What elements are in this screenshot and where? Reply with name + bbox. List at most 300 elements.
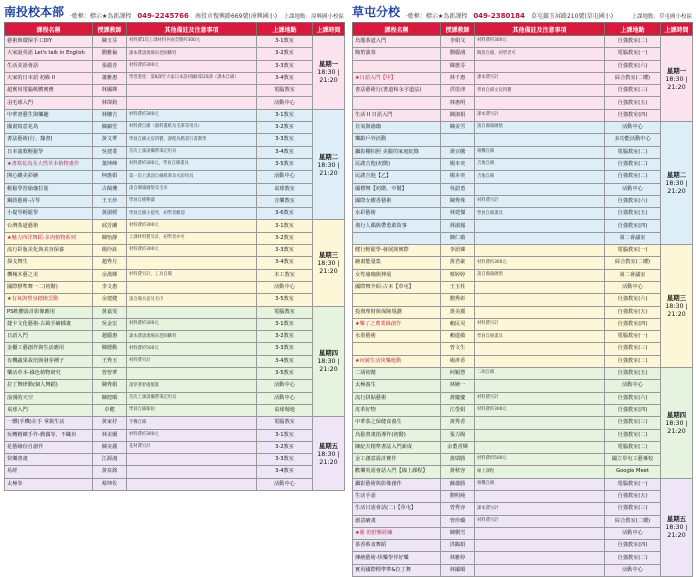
- cell-room: 活動中心: [257, 478, 313, 490]
- cell-teacher: 蔡坤佐: [93, 478, 127, 490]
- cell-teacher: 趙秀月: [93, 257, 127, 269]
- cell-note: 材料費約300元: [127, 245, 257, 257]
- cell-name: ★書寫花鳥及大然草本植物畫作: [5, 158, 93, 170]
- cell-name: 一體(手機)在手 掌握生活: [5, 417, 93, 429]
- table-row: [5, 183, 345, 195]
- table-row: [5, 368, 345, 380]
- cell-note: 材料費約300元: [475, 404, 605, 416]
- cell-room: 自強教室(二): [605, 355, 661, 367]
- cell-teacher: 楊玲鈺: [93, 245, 127, 257]
- cell-name: 捷卡文化藝術-古風手繪插畫: [5, 318, 93, 330]
- cell-teacher: 林國順: [441, 564, 475, 576]
- cell-room: 多功能活動中心: [605, 134, 661, 146]
- cell-name: 水墨藝術: [353, 331, 441, 343]
- table-row: [5, 195, 345, 207]
- day-label: 星期四: [666, 410, 687, 419]
- cell-name: ★日語入門【甲】: [353, 72, 441, 84]
- cell-teacher: 陳淑娟: [441, 109, 475, 121]
- cell-room: 3-2教室: [257, 122, 313, 134]
- cell-teacher: 葉坤峰: [93, 158, 127, 170]
- cell-name: 二胡初階: [353, 368, 441, 380]
- right-course-table: [352, 22, 693, 577]
- cell-name: 有機蔬果栽培與發芽種子: [5, 355, 93, 367]
- cell-name: ★樂了之農業綠創作: [353, 318, 441, 330]
- cell-room: 電腦教室: [257, 306, 313, 318]
- cell-teacher: 林淑鳳: [441, 220, 475, 232]
- cell-room: 3-3教室: [257, 343, 313, 355]
- table-row: [353, 355, 693, 367]
- cell-note: 相機自備: [475, 146, 605, 158]
- table-row: [5, 281, 345, 293]
- cell-room: 自強教室(五): [605, 97, 661, 109]
- cell-name: 創意繪畫: [353, 515, 441, 527]
- day-label: 星期二: [318, 152, 339, 161]
- table-row: [353, 515, 693, 527]
- cell-name: 快樂書畫: [5, 454, 93, 466]
- cell-teacher: 何穎慧: [441, 368, 475, 380]
- table-row: [5, 245, 345, 257]
- cell-teacher: 林惠明: [441, 97, 475, 109]
- cell-teacher: 余董香輝: [441, 441, 475, 453]
- cell-room: 自強教室(四): [605, 109, 661, 121]
- cell-note: 材料費另計: [127, 355, 257, 367]
- cell-teacher: 林婉一: [441, 380, 475, 392]
- cell-note: 學員自備小提琴，初學者歡迎: [127, 208, 257, 220]
- cell-teacher: 黃美麗: [441, 306, 475, 318]
- time-label: 18:30 | 21:20: [665, 523, 688, 540]
- left-title: 南投校本部: [4, 5, 65, 19]
- cell-name: 拉丁舞律動(個人舞蹈): [5, 380, 93, 392]
- table-row: [353, 208, 693, 220]
- cell-teacher: 林瑋鈞: [93, 97, 127, 109]
- cell-name: 流行拼貼藝術: [353, 392, 441, 404]
- table-row: [353, 158, 693, 170]
- day-label: 星期三: [318, 250, 339, 259]
- table-row: [5, 380, 345, 392]
- table-header-row: [5, 23, 345, 36]
- day-time-cell: [661, 245, 693, 368]
- table-row: [5, 85, 345, 97]
- cell-room: 綜合教室(二樓): [605, 257, 661, 269]
- table-row: [353, 527, 693, 539]
- cell-name: 實用國際標準準&拉丁舞: [353, 564, 441, 576]
- cell-teacher: 劉雅倫: [93, 48, 127, 60]
- table-row: [5, 208, 345, 220]
- day-label: 星期五: [666, 515, 687, 524]
- cell-name: 健行輕鬆學-發展與實際: [353, 245, 441, 257]
- cell-teacher: 邱芳蘭: [93, 220, 127, 232]
- cell-note: 材料費另計: [475, 195, 605, 207]
- cell-name: 探戈舞生: [5, 257, 93, 269]
- cell-room: 3-2教室: [257, 232, 313, 244]
- cell-teacher: 劉麗鴻: [441, 48, 475, 60]
- table-row: [5, 60, 345, 72]
- time-label: 18:30 | 21:20: [317, 357, 340, 374]
- table-row: [5, 122, 345, 134]
- cell-teacher: 林千惠: [441, 72, 475, 84]
- cell-name: [353, 294, 441, 306]
- cell-name: 大家的日本語 初級 II: [5, 72, 93, 84]
- cell-teacher: 吳建業: [93, 146, 127, 158]
- table-row: [5, 441, 345, 453]
- cell-teacher: 黃秀香: [441, 417, 475, 429]
- cell-note: [475, 564, 605, 576]
- cell-teacher: 李文惠: [93, 281, 127, 293]
- cell-name: 小提琴輕鬆學: [5, 208, 93, 220]
- cell-room: 活動中心: [257, 281, 313, 293]
- cell-teacher: 林美嬌: [93, 429, 127, 441]
- cell-teacher: 林建傑: [441, 208, 475, 220]
- column-header: 授課教師: [93, 23, 127, 36]
- table-row: [5, 146, 345, 158]
- cell-note: [475, 380, 605, 392]
- table-row: [5, 269, 345, 281]
- cell-note: 課本費另計: [475, 503, 605, 515]
- cell-room: 3-1教室: [257, 220, 313, 232]
- cell-teacher: 余漢輝: [93, 269, 127, 281]
- cell-teacher: 曾曾華: [93, 368, 127, 380]
- cell-name: 日本演歌輕鬆學: [5, 146, 93, 158]
- cell-teacher: 王玉柱: [441, 281, 475, 293]
- cell-note: [475, 134, 605, 146]
- cell-teacher: 古佩珊: [93, 183, 127, 195]
- table-row: [353, 306, 693, 318]
- table-row: [5, 171, 345, 183]
- cell-room: 電腦教室(二): [605, 146, 661, 158]
- cell-note: 材料費約500元: [127, 343, 257, 355]
- column-header: 上課地點: [605, 23, 661, 36]
- cell-name: 國際女樹香藝術: [353, 195, 441, 207]
- cell-room: 自強教室(二): [605, 171, 661, 183]
- cell-note: 材料費約300元: [475, 36, 605, 48]
- cell-teacher: 黃家妤: [93, 417, 127, 429]
- day-time-cell: [313, 36, 345, 110]
- cell-note: [475, 429, 605, 441]
- cell-teacher: 賴民昊: [441, 318, 475, 330]
- cell-note: 材料費另計，工具自備: [127, 269, 257, 281]
- table-row: [353, 146, 693, 158]
- cell-name: 飛行人偶與帶勇敢故事: [353, 220, 441, 232]
- cell-room: 自強教室(三): [605, 85, 661, 97]
- column-header: 課程名稱: [353, 23, 441, 36]
- cell-name: 樂齡戶外活動: [353, 134, 441, 146]
- cell-name: 太極拳: [5, 478, 93, 490]
- table-row: [5, 392, 345, 404]
- table-row: [5, 294, 345, 306]
- cell-name: 生活美語會話: [5, 60, 93, 72]
- table-row: [5, 158, 345, 170]
- cell-room: 活動中心: [605, 281, 661, 293]
- cell-name: 花藝緣份自創作: [5, 441, 93, 453]
- table-row: [5, 318, 345, 330]
- cell-room: 綜合教室(二樓): [605, 72, 661, 84]
- table-row: [5, 404, 345, 416]
- cell-name: 桌球入門: [5, 404, 93, 416]
- cell-note: 學員自備畫具: [475, 208, 605, 220]
- cell-room: 電腦教室(一): [605, 331, 661, 343]
- cell-teacher: 李娟文: [441, 36, 475, 48]
- cell-room: 3-4教室: [257, 146, 313, 158]
- cell-room: 自強教室(五): [605, 368, 661, 380]
- cell-teacher: 蕭雅惠: [93, 72, 127, 84]
- cell-room: 3-5教室: [257, 158, 313, 170]
- cell-name: 國畫寫意花鳥: [5, 122, 93, 134]
- cell-note: 課本費請現場向老師購買: [127, 331, 257, 343]
- cell-name: 太極養生: [353, 380, 441, 392]
- cell-room: 活動中心: [257, 392, 313, 404]
- cell-teacher: 吳韶勇: [441, 183, 475, 195]
- cell-teacher: 林雅婷: [441, 552, 475, 564]
- cell-room: 3-2教室: [257, 441, 313, 453]
- table-row: [5, 220, 345, 232]
- cell-room: 活動中心: [257, 97, 313, 109]
- cell-room: 活動中心: [605, 527, 661, 539]
- cell-note: [475, 306, 605, 318]
- table-row: [353, 478, 693, 490]
- cell-room: 自強教室(五): [605, 490, 661, 502]
- day-time-cell: [313, 306, 345, 417]
- cell-room: 活動中心: [605, 183, 661, 195]
- cell-room: 活動中心: [257, 380, 313, 392]
- cell-room: 3-1教室: [257, 109, 313, 121]
- cell-note: 手機自備: [127, 417, 257, 429]
- cell-room: 3-4教室: [257, 257, 313, 269]
- cell-room: Google Meet: [605, 466, 661, 478]
- cell-name: 輕鬆學習瑜珈拉筋: [5, 183, 93, 195]
- time-label: 18:30 | 21:20: [317, 449, 340, 466]
- table-row: [353, 36, 693, 48]
- cell-name: 書法藝術行(書道和永字道法): [353, 85, 441, 97]
- cell-room: 3-3教室: [257, 454, 313, 466]
- table-row: [353, 134, 693, 146]
- table-row: [5, 331, 345, 343]
- cell-room: 電腦教室: [257, 417, 313, 429]
- cell-name: PS軟體設計影像應用: [5, 306, 93, 318]
- cell-teacher: 黃百騰: [441, 146, 475, 158]
- cell-teacher: 曾秀容: [441, 503, 475, 515]
- cell-teacher: 黃慶慶: [441, 392, 475, 404]
- cell-teacher: 林穗吉: [93, 109, 127, 121]
- table-row: [5, 134, 345, 146]
- column-header: 上課時間: [313, 23, 345, 36]
- cell-note: 學習進度：第8課至大家日本語初級II第20課（課本自備）: [127, 72, 257, 84]
- table-row: [5, 257, 345, 269]
- table-row: [353, 171, 693, 183]
- cell-room: 自強教室(四): [605, 540, 661, 552]
- table-row: [5, 232, 345, 244]
- cell-room: 3-3教室: [257, 60, 313, 72]
- time-label: 18:30 | 21:20: [665, 74, 688, 91]
- cell-name: [353, 232, 441, 244]
- cell-name: ★魅力西洋舞蹈-多肉植物系列: [5, 232, 93, 244]
- table-row: [353, 281, 693, 293]
- cell-note: 相機自備: [475, 478, 605, 490]
- cell-note: 首次上課請攜帶筆記用具: [127, 392, 257, 404]
- cell-name: 攝影藝術與影像創作: [353, 478, 441, 490]
- cell-note: 材料費另計: [475, 318, 605, 330]
- cell-teacher: 楊彥香: [441, 355, 475, 367]
- cell-note: [475, 552, 605, 564]
- cell-room: 自強教室(三): [605, 343, 661, 355]
- cell-note: 材料費另計: [475, 392, 605, 404]
- cell-note: 材料費約300元: [127, 429, 257, 441]
- cell-note: 學員自備文房四寶，課程為楷書行書教學: [127, 134, 257, 146]
- cell-note: 請穿著舒適服裝: [127, 380, 257, 392]
- cell-teacher: 陳惠芬: [441, 60, 475, 72]
- cell-name: 書法藝術(行、隸書): [5, 134, 93, 146]
- cell-name: 投資理財與保險規劃: [353, 306, 441, 318]
- cell-note: 材料費約300元: [127, 60, 257, 72]
- cell-name: 陶笛演奏: [353, 48, 441, 60]
- cell-note: 吉他自備: [475, 171, 605, 183]
- left-location-label: 上課地點：漳興國小校區: [283, 14, 344, 20]
- cell-note: [475, 183, 605, 195]
- time-label: 18:30 | 21:20: [317, 160, 340, 177]
- cell-teacher: 趙麗惠: [93, 331, 127, 343]
- table-row: [353, 564, 693, 576]
- cell-teacher: 蘇蕭勝: [441, 478, 475, 490]
- cell-name: 大家說英語 Let's talk in English: [5, 48, 93, 60]
- cell-room: 音樂教室: [257, 195, 313, 207]
- cell-room: 木工教室: [257, 269, 313, 281]
- day-label: 星期一: [666, 66, 687, 75]
- cell-name: 藝術與環保手工DIY: [5, 36, 93, 48]
- cell-room: 3-4教室: [257, 72, 313, 84]
- cell-room: 自強教室(三): [605, 503, 661, 515]
- table-row: [353, 454, 693, 466]
- cell-name: 生活日語會話(二)【草屯】: [353, 503, 441, 515]
- column-header: 課程名稱: [5, 23, 93, 36]
- cell-name: 中華茶之保健食養生: [353, 417, 441, 429]
- cell-room: 桌球場地: [257, 404, 313, 416]
- table-row: [5, 306, 345, 318]
- cell-name: 生活手語: [353, 490, 441, 502]
- cell-room: 活動中心: [257, 171, 313, 183]
- cell-room: 電腦教室(一): [605, 48, 661, 60]
- cell-room: 自強教室(四): [605, 318, 661, 330]
- cell-teacher: 陳德勳: [93, 343, 127, 355]
- cell-room: 活動中心: [605, 380, 661, 392]
- cell-room: 3-1教室: [257, 429, 313, 441]
- cell-room: 第二會議室: [605, 232, 661, 244]
- cell-note: [475, 245, 605, 257]
- cell-note: 上課材料費另計，初學者亦可: [127, 232, 257, 244]
- cell-room: 3-4教室: [257, 466, 313, 478]
- table-row: [353, 109, 693, 121]
- cell-teacher: 柯惠娟: [93, 171, 127, 183]
- cell-note: 學員自備樂器: [127, 195, 257, 207]
- cell-note: [475, 441, 605, 453]
- cell-teacher: 曾珍璐: [441, 515, 475, 527]
- day-label: 星期四: [318, 349, 339, 358]
- table-row: [5, 36, 345, 48]
- cell-name: 玩轉精緻手作-戲偶等、不織布: [5, 429, 93, 441]
- cell-room: 自強教室(五): [605, 306, 661, 318]
- table-row: [353, 232, 693, 244]
- cell-name: 國際舞介紹-古本【草屯】: [353, 281, 441, 293]
- table-row: [5, 417, 345, 429]
- cell-teacher: 王秀玉: [93, 355, 127, 367]
- cell-teacher: 洪塗津: [441, 85, 475, 97]
- cell-teacher: 卓健: [93, 404, 127, 416]
- cell-name: 女性瑜珈與伸展: [353, 269, 441, 281]
- cell-room: 國立草屯工藝專校: [605, 454, 661, 466]
- table-row: [5, 478, 345, 490]
- cell-note: 陶笛自備，初學者可: [475, 48, 605, 60]
- table-row: [5, 97, 345, 109]
- table-row: [353, 257, 693, 269]
- column-header: 其他備註及注意事項: [475, 23, 605, 36]
- table-row: [353, 392, 693, 404]
- cell-note: [127, 466, 257, 478]
- cell-note: [127, 306, 257, 318]
- table-row: [353, 380, 693, 392]
- table-row: [353, 503, 693, 515]
- cell-name: 易經: [5, 466, 93, 478]
- column-header: 授課教師: [441, 23, 475, 36]
- cell-note: [475, 220, 605, 232]
- cell-room: 3-5教室: [257, 368, 313, 380]
- cell-name: 金工創意設計實作: [353, 454, 441, 466]
- table-row: [353, 195, 693, 207]
- column-header: 其他備註及注意事項: [127, 23, 257, 36]
- cell-teacher: 楊本奕: [441, 158, 475, 170]
- cell-note: [475, 343, 605, 355]
- cell-room: 自強教室(二): [605, 36, 661, 48]
- cell-room: 3-5教室: [257, 294, 313, 306]
- cell-room: 活動中心: [605, 564, 661, 576]
- cell-room: 自強教室(六): [605, 392, 661, 404]
- day-time-cell: [661, 478, 693, 576]
- cell-note: 學員自備文房四寶: [475, 85, 605, 97]
- cell-name: 羽毛球入門: [5, 97, 93, 109]
- cell-teacher: 張麗青: [93, 60, 127, 72]
- cell-name: 超實用電腦軟體實務: [5, 85, 93, 97]
- table-row: [353, 466, 693, 478]
- cell-room: 3-2教室: [257, 331, 313, 343]
- cell-room: 活動中心: [605, 122, 661, 134]
- cell-teacher: 吳金宏: [93, 318, 127, 330]
- cell-teacher: 陳錦堂: [93, 122, 127, 134]
- table-row: [353, 294, 693, 306]
- cell-note: 首次上課請攜帶筆記用具: [127, 146, 257, 158]
- cell-teacher: 陳煌順: [93, 392, 127, 404]
- table-row: [353, 318, 693, 330]
- left-header: [4, 4, 344, 20]
- cell-name: 金屬工藝創作與生活應用: [5, 343, 93, 355]
- cell-room: 第二會議室: [605, 269, 661, 281]
- day-label: 星期三: [666, 294, 687, 303]
- cell-note: 請自備水壺及毛巾: [127, 294, 257, 306]
- cell-room: 綜合教室(二樓): [605, 515, 661, 527]
- cell-teacher: 陳秀娟: [93, 380, 127, 392]
- cell-teacher: 陳美雪: [441, 122, 475, 134]
- cell-name: ★有氧與塑身踏操雲動: [5, 294, 93, 306]
- table-row: [5, 72, 345, 84]
- cell-room: 自強教室(六): [605, 195, 661, 207]
- cell-name: 樂活草本-綠色植物研究: [5, 368, 93, 380]
- cell-room: 電腦教室(一): [605, 478, 661, 490]
- cell-note: 學員自備畫具: [475, 331, 605, 343]
- cell-teacher: 余建健: [93, 294, 127, 306]
- cell-note: [475, 232, 605, 244]
- table-row: [353, 220, 693, 232]
- table-row: [353, 269, 693, 281]
- cell-name: 民謠吉他(初階): [353, 158, 441, 170]
- day-time-cell: [313, 220, 345, 306]
- cell-name: [353, 343, 441, 355]
- cell-teacher: 曾文生: [441, 343, 475, 355]
